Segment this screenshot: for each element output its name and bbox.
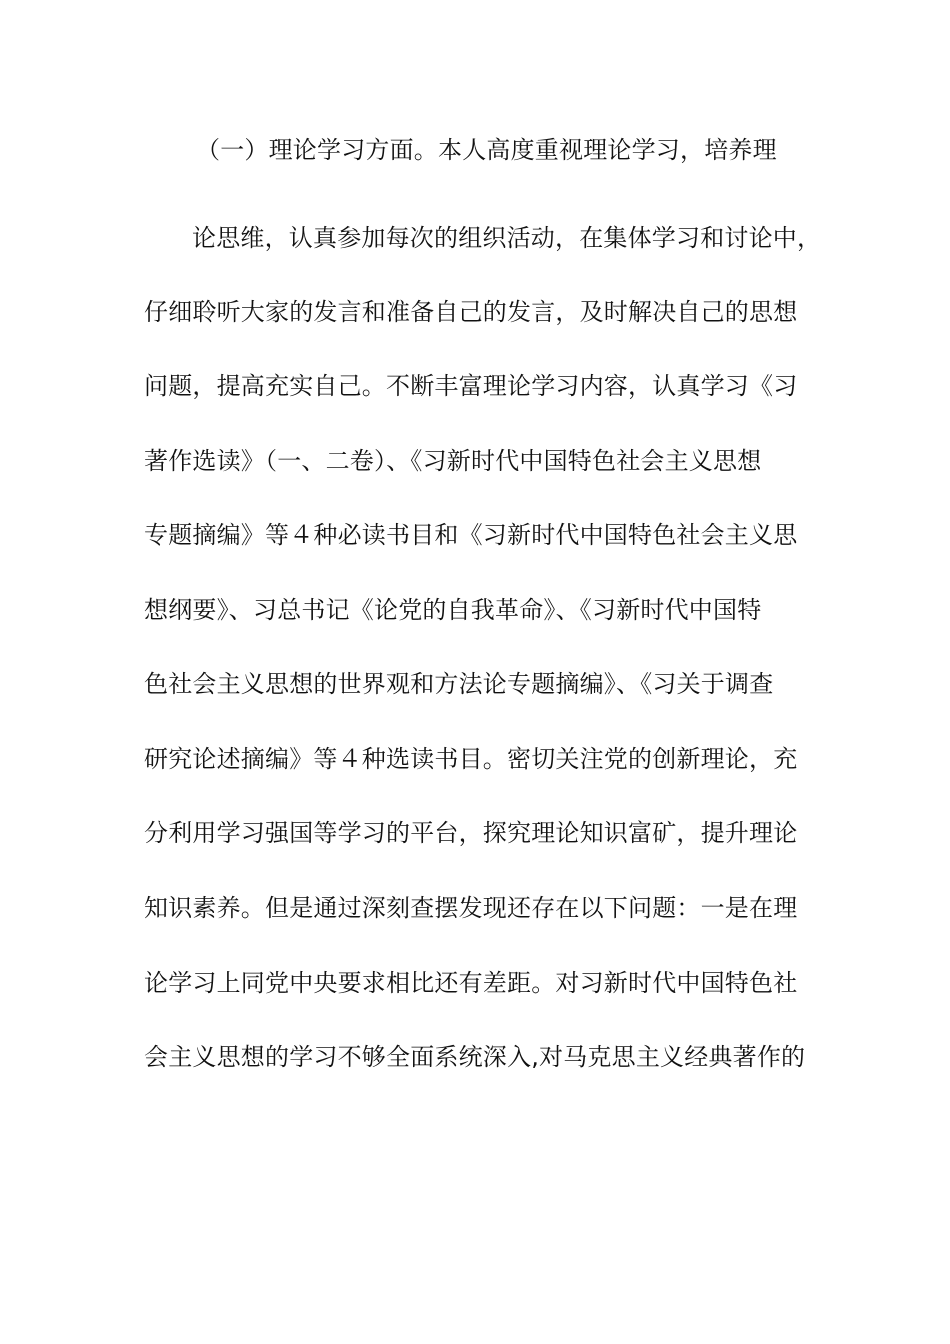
paragraph-line: 分利用学习强国等学习的平台，探究理论知识富矿，提升理论 [144, 819, 798, 847]
paragraph-line: 想纲要》、习总书记《论党的自我革命》、《习新时代中国特 [144, 596, 762, 624]
paragraph-line: 会主义思想的学习不够全面系统深入,对马克思主义经典著作的 [144, 1043, 806, 1071]
paragraph-line: 色社会主义思想的世界观和方法论专题摘编》、《习关于调查 [144, 670, 774, 698]
paragraph-line: （一）理论学习方面。本人高度重视理论学习，培养理 [196, 136, 777, 164]
paragraph-line: 论学习上同党中央要求相比还有差距。对习新时代中国特色社 [144, 969, 798, 997]
paragraph-line: 研究论述摘编》等４种选读书目。密切关注党的创新理论，充 [144, 745, 798, 773]
paragraph-line: 专题摘编》等４种必读书目和《习新时代中国特色社会主义思 [144, 521, 798, 549]
paragraph-line: 问题，提高充实自己。不断丰富理论学习内容，认真学习《习 [144, 372, 798, 400]
paragraph-line: 知识素养。但是通过深刻查摆发现还存在以下问题：一是在理 [144, 894, 798, 922]
paragraph-line: 论思维，认真参加每次的组织活动，在集体学习和讨论中， [192, 224, 822, 252]
paragraph-line: 仔细聆听大家的发言和准备自己的发言，及时解决自己的思想 [144, 298, 798, 326]
paragraph-line: 著作选读》（一、二卷）、《习新时代中国特色社会主义思想 [144, 447, 762, 475]
